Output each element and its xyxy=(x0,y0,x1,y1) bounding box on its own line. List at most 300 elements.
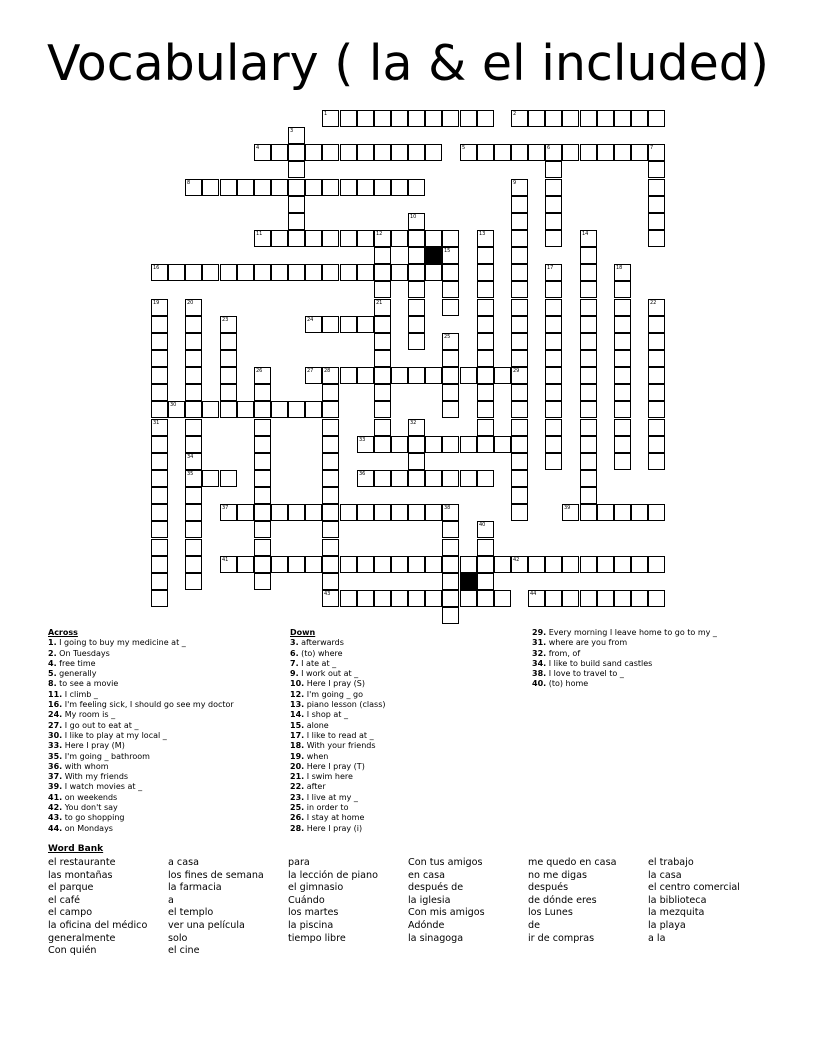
crossword-cell[interactable] xyxy=(648,299,665,316)
crossword-cell[interactable] xyxy=(202,470,219,487)
crossword-cell[interactable] xyxy=(580,470,597,487)
crossword-cell[interactable] xyxy=(374,299,391,316)
crossword-cell[interactable] xyxy=(220,556,237,573)
crossword-cell[interactable] xyxy=(442,573,459,590)
crossword-cell[interactable] xyxy=(271,179,288,196)
crossword-cell[interactable] xyxy=(477,470,494,487)
crossword-cell[interactable] xyxy=(322,264,339,281)
crossword-cell[interactable] xyxy=(305,179,322,196)
crossword-cell[interactable] xyxy=(408,470,425,487)
crossword-cell[interactable] xyxy=(340,590,357,607)
crossword-cell[interactable] xyxy=(374,281,391,298)
crossword-cell[interactable] xyxy=(254,179,271,196)
crossword-cell[interactable] xyxy=(545,453,562,470)
crossword-cell[interactable] xyxy=(408,299,425,316)
crossword-cell[interactable] xyxy=(511,453,528,470)
crossword-cell[interactable] xyxy=(580,350,597,367)
crossword-cell[interactable] xyxy=(648,161,665,178)
crossword-cell[interactable] xyxy=(357,504,374,521)
crossword-cell[interactable] xyxy=(511,470,528,487)
crossword-cell[interactable] xyxy=(545,110,562,127)
crossword-cell[interactable] xyxy=(185,487,202,504)
crossword-cell[interactable] xyxy=(580,556,597,573)
crossword-cell[interactable] xyxy=(511,247,528,264)
crossword-cell[interactable] xyxy=(288,127,305,144)
crossword-cell[interactable] xyxy=(545,384,562,401)
crossword-cell[interactable] xyxy=(220,470,237,487)
crossword-cell[interactable] xyxy=(357,590,374,607)
crossword-cell[interactable] xyxy=(151,504,168,521)
crossword-cell[interactable] xyxy=(151,453,168,470)
crossword-cell[interactable] xyxy=(340,316,357,333)
crossword-cell[interactable] xyxy=(220,350,237,367)
crossword-cell[interactable] xyxy=(597,590,614,607)
crossword-cell[interactable] xyxy=(477,419,494,436)
crossword-cell[interactable] xyxy=(545,179,562,196)
crossword-cell[interactable] xyxy=(614,144,631,161)
crossword-cell[interactable] xyxy=(185,521,202,538)
crossword-cell[interactable] xyxy=(648,213,665,230)
crossword-cell[interactable] xyxy=(288,213,305,230)
crossword-cell[interactable] xyxy=(460,470,477,487)
crossword-cell[interactable] xyxy=(442,299,459,316)
crossword-cell[interactable] xyxy=(220,384,237,401)
crossword-cell[interactable] xyxy=(580,419,597,436)
crossword-cell[interactable] xyxy=(511,316,528,333)
crossword-cell[interactable] xyxy=(305,144,322,161)
crossword-cell[interactable] xyxy=(408,367,425,384)
crossword-cell[interactable] xyxy=(357,316,374,333)
crossword-cell[interactable] xyxy=(442,230,459,247)
crossword-cell[interactable] xyxy=(477,539,494,556)
crossword-cell[interactable] xyxy=(288,144,305,161)
crossword-cell[interactable] xyxy=(460,367,477,384)
crossword-cell[interactable] xyxy=(357,179,374,196)
crossword-cell[interactable] xyxy=(408,213,425,230)
crossword-cell[interactable] xyxy=(511,213,528,230)
crossword-cell[interactable] xyxy=(442,590,459,607)
crossword-cell[interactable] xyxy=(322,384,339,401)
crossword-cell[interactable] xyxy=(271,504,288,521)
crossword-cell[interactable] xyxy=(648,196,665,213)
crossword-cell[interactable] xyxy=(254,521,271,538)
crossword-cell[interactable] xyxy=(254,384,271,401)
crossword-cell[interactable] xyxy=(648,504,665,521)
crossword-cell[interactable] xyxy=(168,264,185,281)
crossword-cell[interactable] xyxy=(580,230,597,247)
crossword-cell[interactable] xyxy=(151,316,168,333)
crossword-cell[interactable] xyxy=(254,539,271,556)
crossword-cell[interactable] xyxy=(305,316,322,333)
crossword-cell[interactable] xyxy=(408,110,425,127)
crossword-cell[interactable] xyxy=(494,556,511,573)
crossword-cell[interactable] xyxy=(322,436,339,453)
crossword-cell[interactable] xyxy=(511,196,528,213)
crossword-cell[interactable] xyxy=(597,144,614,161)
crossword-cell[interactable] xyxy=(442,539,459,556)
crossword-cell[interactable] xyxy=(580,487,597,504)
crossword-cell[interactable] xyxy=(597,110,614,127)
crossword-cell[interactable] xyxy=(151,419,168,436)
crossword-cell[interactable] xyxy=(322,556,339,573)
crossword-cell[interactable] xyxy=(322,110,339,127)
crossword-cell[interactable] xyxy=(511,367,528,384)
crossword-cell[interactable] xyxy=(254,264,271,281)
crossword-cell[interactable] xyxy=(340,230,357,247)
crossword-cell[interactable] xyxy=(545,367,562,384)
crossword-cell[interactable] xyxy=(391,144,408,161)
crossword-cell[interactable] xyxy=(220,316,237,333)
crossword-cell[interactable] xyxy=(648,144,665,161)
crossword-cell[interactable] xyxy=(545,590,562,607)
crossword-cell[interactable] xyxy=(511,299,528,316)
crossword-cell[interactable] xyxy=(545,213,562,230)
crossword-cell[interactable] xyxy=(545,333,562,350)
crossword-cell[interactable] xyxy=(442,350,459,367)
crossword-cell[interactable] xyxy=(614,110,631,127)
crossword-cell[interactable] xyxy=(597,556,614,573)
crossword-cell[interactable] xyxy=(202,401,219,418)
crossword-cell[interactable] xyxy=(648,316,665,333)
crossword-cell[interactable] xyxy=(648,110,665,127)
crossword-cell[interactable] xyxy=(254,504,271,521)
crossword-cell[interactable] xyxy=(374,247,391,264)
crossword-cell[interactable] xyxy=(562,144,579,161)
crossword-cell[interactable] xyxy=(511,556,528,573)
crossword-cell[interactable] xyxy=(477,521,494,538)
crossword-cell[interactable] xyxy=(442,367,459,384)
crossword-cell[interactable] xyxy=(237,264,254,281)
crossword-cell[interactable] xyxy=(151,367,168,384)
crossword-cell[interactable] xyxy=(648,453,665,470)
crossword-cell[interactable] xyxy=(442,504,459,521)
crossword-cell[interactable] xyxy=(408,436,425,453)
crossword-cell[interactable] xyxy=(511,487,528,504)
crossword-cell[interactable] xyxy=(288,161,305,178)
crossword-cell[interactable] xyxy=(511,230,528,247)
crossword-cell[interactable] xyxy=(511,350,528,367)
crossword-cell[interactable] xyxy=(442,247,459,264)
crossword-cell[interactable] xyxy=(357,144,374,161)
crossword-cell[interactable] xyxy=(288,556,305,573)
crossword-cell[interactable] xyxy=(185,504,202,521)
crossword-cell[interactable] xyxy=(254,436,271,453)
crossword-cell[interactable] xyxy=(340,179,357,196)
crossword-cell[interactable] xyxy=(340,264,357,281)
crossword-cell[interactable] xyxy=(494,144,511,161)
crossword-cell[interactable] xyxy=(288,179,305,196)
crossword-cell[interactable] xyxy=(648,333,665,350)
crossword-cell[interactable] xyxy=(614,453,631,470)
crossword-cell[interactable] xyxy=(580,333,597,350)
crossword-cell[interactable] xyxy=(185,333,202,350)
crossword-cell[interactable] xyxy=(614,316,631,333)
crossword-cell[interactable] xyxy=(477,350,494,367)
crossword-cell[interactable] xyxy=(425,264,442,281)
crossword-cell[interactable] xyxy=(580,401,597,418)
crossword-cell[interactable] xyxy=(528,556,545,573)
crossword-cell[interactable] xyxy=(545,161,562,178)
crossword-cell[interactable] xyxy=(185,436,202,453)
crossword-cell[interactable] xyxy=(511,401,528,418)
crossword-cell[interactable] xyxy=(288,230,305,247)
crossword-cell[interactable] xyxy=(151,556,168,573)
crossword-cell[interactable] xyxy=(254,230,271,247)
crossword-cell[interactable] xyxy=(425,144,442,161)
crossword-cell[interactable] xyxy=(580,264,597,281)
crossword-cell[interactable] xyxy=(545,436,562,453)
crossword-cell[interactable] xyxy=(408,281,425,298)
crossword-cell[interactable] xyxy=(511,110,528,127)
crossword-cell[interactable] xyxy=(391,367,408,384)
crossword-cell[interactable] xyxy=(202,179,219,196)
crossword-cell[interactable] xyxy=(477,281,494,298)
crossword-cell[interactable] xyxy=(442,333,459,350)
crossword-cell[interactable] xyxy=(477,230,494,247)
crossword-cell[interactable] xyxy=(357,367,374,384)
crossword-cell[interactable] xyxy=(425,367,442,384)
crossword-cell[interactable] xyxy=(374,264,391,281)
crossword-cell[interactable] xyxy=(580,504,597,521)
crossword-cell[interactable] xyxy=(614,264,631,281)
crossword-cell[interactable] xyxy=(614,281,631,298)
crossword-cell[interactable] xyxy=(580,299,597,316)
crossword-cell[interactable] xyxy=(185,556,202,573)
crossword-cell[interactable] xyxy=(374,419,391,436)
crossword-cell[interactable] xyxy=(648,350,665,367)
crossword-cell[interactable] xyxy=(477,264,494,281)
crossword-cell[interactable] xyxy=(477,333,494,350)
crossword-cell[interactable] xyxy=(580,590,597,607)
crossword-cell[interactable] xyxy=(442,521,459,538)
crossword-cell[interactable] xyxy=(271,401,288,418)
crossword-cell[interactable] xyxy=(322,401,339,418)
crossword-cell[interactable] xyxy=(391,470,408,487)
crossword-cell[interactable] xyxy=(631,556,648,573)
crossword-cell[interactable] xyxy=(477,384,494,401)
crossword-cell[interactable] xyxy=(254,419,271,436)
crossword-cell[interactable] xyxy=(562,556,579,573)
crossword-cell[interactable] xyxy=(408,144,425,161)
crossword-cell[interactable] xyxy=(374,384,391,401)
crossword-cell[interactable] xyxy=(460,144,477,161)
crossword-cell[interactable] xyxy=(460,556,477,573)
crossword-cell[interactable] xyxy=(374,470,391,487)
crossword-cell[interactable] xyxy=(254,556,271,573)
crossword-cell[interactable] xyxy=(305,556,322,573)
crossword-cell[interactable] xyxy=(511,436,528,453)
crossword-cell[interactable] xyxy=(288,264,305,281)
crossword-cell[interactable] xyxy=(648,590,665,607)
crossword-cell[interactable] xyxy=(442,401,459,418)
crossword-cell[interactable] xyxy=(545,196,562,213)
crossword-cell[interactable] xyxy=(185,367,202,384)
crossword-cell[interactable] xyxy=(340,110,357,127)
crossword-cell[interactable] xyxy=(340,144,357,161)
crossword-cell[interactable] xyxy=(374,367,391,384)
crossword-cell[interactable] xyxy=(151,299,168,316)
crossword-cell[interactable] xyxy=(442,264,459,281)
crossword-cell[interactable] xyxy=(151,333,168,350)
crossword-cell[interactable] xyxy=(151,264,168,281)
crossword-cell[interactable] xyxy=(562,110,579,127)
crossword-cell[interactable] xyxy=(545,556,562,573)
crossword-cell[interactable] xyxy=(391,556,408,573)
crossword-cell[interactable] xyxy=(614,419,631,436)
crossword-cell[interactable] xyxy=(288,401,305,418)
crossword-cell[interactable] xyxy=(545,419,562,436)
crossword-cell[interactable] xyxy=(580,453,597,470)
crossword-cell[interactable] xyxy=(254,487,271,504)
crossword-cell[interactable] xyxy=(185,573,202,590)
crossword-cell[interactable] xyxy=(408,316,425,333)
crossword-cell[interactable] xyxy=(357,230,374,247)
crossword-cell[interactable] xyxy=(220,367,237,384)
crossword-cell[interactable] xyxy=(288,504,305,521)
crossword-cell[interactable] xyxy=(580,281,597,298)
crossword-cell[interactable] xyxy=(322,453,339,470)
crossword-cell[interactable] xyxy=(528,110,545,127)
crossword-cell[interactable] xyxy=(374,436,391,453)
crossword-cell[interactable] xyxy=(631,590,648,607)
crossword-cell[interactable] xyxy=(580,110,597,127)
crossword-cell[interactable] xyxy=(374,504,391,521)
crossword-cell[interactable] xyxy=(614,367,631,384)
crossword-cell[interactable] xyxy=(322,487,339,504)
crossword-cell[interactable] xyxy=(237,556,254,573)
crossword-cell[interactable] xyxy=(408,247,425,264)
crossword-cell[interactable] xyxy=(151,573,168,590)
crossword-cell[interactable] xyxy=(305,504,322,521)
crossword-cell[interactable] xyxy=(151,590,168,607)
crossword-cell[interactable] xyxy=(648,384,665,401)
crossword-cell[interactable] xyxy=(648,230,665,247)
crossword-cell[interactable] xyxy=(408,556,425,573)
crossword-cell[interactable] xyxy=(391,110,408,127)
crossword-cell[interactable] xyxy=(614,436,631,453)
crossword-cell[interactable] xyxy=(528,590,545,607)
crossword-cell[interactable] xyxy=(151,350,168,367)
crossword-cell[interactable] xyxy=(511,179,528,196)
crossword-cell[interactable] xyxy=(408,590,425,607)
crossword-cell[interactable] xyxy=(408,264,425,281)
crossword-cell[interactable] xyxy=(322,521,339,538)
crossword-cell[interactable] xyxy=(357,264,374,281)
crossword-cell[interactable] xyxy=(357,470,374,487)
crossword-cell[interactable] xyxy=(288,196,305,213)
crossword-cell[interactable] xyxy=(185,419,202,436)
crossword-cell[interactable] xyxy=(648,419,665,436)
crossword-cell[interactable] xyxy=(545,281,562,298)
crossword-cell[interactable] xyxy=(305,264,322,281)
crossword-cell[interactable] xyxy=(442,281,459,298)
crossword-cell[interactable] xyxy=(614,590,631,607)
crossword-cell[interactable] xyxy=(374,110,391,127)
crossword-cell[interactable] xyxy=(254,367,271,384)
crossword-cell[interactable] xyxy=(545,144,562,161)
crossword-cell[interactable] xyxy=(494,590,511,607)
crossword-cell[interactable] xyxy=(220,179,237,196)
crossword-cell[interactable] xyxy=(425,436,442,453)
crossword-cell[interactable] xyxy=(562,590,579,607)
crossword-cell[interactable] xyxy=(374,333,391,350)
crossword-cell[interactable] xyxy=(305,401,322,418)
crossword-cell[interactable] xyxy=(408,453,425,470)
crossword-cell[interactable] xyxy=(597,504,614,521)
crossword-cell[interactable] xyxy=(631,110,648,127)
crossword-cell[interactable] xyxy=(168,401,185,418)
crossword-cell[interactable] xyxy=(442,607,459,624)
crossword-cell[interactable] xyxy=(425,110,442,127)
crossword-cell[interactable] xyxy=(237,401,254,418)
crossword-cell[interactable] xyxy=(545,350,562,367)
crossword-cell[interactable] xyxy=(374,590,391,607)
crossword-cell[interactable] xyxy=(185,264,202,281)
crossword-cell[interactable] xyxy=(442,436,459,453)
crossword-cell[interactable] xyxy=(322,470,339,487)
crossword-cell[interactable] xyxy=(614,299,631,316)
crossword-cell[interactable] xyxy=(271,230,288,247)
crossword-cell[interactable] xyxy=(580,384,597,401)
crossword-cell[interactable] xyxy=(391,436,408,453)
crossword-cell[interactable] xyxy=(374,230,391,247)
crossword-cell[interactable] xyxy=(322,504,339,521)
crossword-cell[interactable] xyxy=(477,110,494,127)
crossword-cell[interactable] xyxy=(545,230,562,247)
crossword-cell[interactable] xyxy=(442,384,459,401)
crossword-cell[interactable] xyxy=(151,436,168,453)
crossword-cell[interactable] xyxy=(511,504,528,521)
crossword-cell[interactable] xyxy=(477,367,494,384)
crossword-cell[interactable] xyxy=(151,539,168,556)
crossword-cell[interactable] xyxy=(185,401,202,418)
crossword-cell[interactable] xyxy=(185,384,202,401)
crossword-cell[interactable] xyxy=(391,264,408,281)
crossword-cell[interactable] xyxy=(220,504,237,521)
crossword-cell[interactable] xyxy=(305,367,322,384)
crossword-cell[interactable] xyxy=(391,230,408,247)
crossword-cell[interactable] xyxy=(151,521,168,538)
crossword-cell[interactable] xyxy=(202,264,219,281)
crossword-cell[interactable] xyxy=(151,470,168,487)
crossword-cell[interactable] xyxy=(442,110,459,127)
crossword-cell[interactable] xyxy=(494,367,511,384)
crossword-cell[interactable] xyxy=(151,487,168,504)
crossword-cell[interactable] xyxy=(391,179,408,196)
crossword-cell[interactable] xyxy=(357,110,374,127)
crossword-cell[interactable] xyxy=(477,436,494,453)
crossword-cell[interactable] xyxy=(220,401,237,418)
crossword-cell[interactable] xyxy=(340,367,357,384)
crossword-cell[interactable] xyxy=(374,350,391,367)
crossword-cell[interactable] xyxy=(425,504,442,521)
crossword-cell[interactable] xyxy=(254,401,271,418)
crossword-cell[interactable] xyxy=(614,350,631,367)
crossword-cell[interactable] xyxy=(322,316,339,333)
crossword-cell[interactable] xyxy=(511,144,528,161)
crossword-cell[interactable] xyxy=(237,504,254,521)
crossword-cell[interactable] xyxy=(460,110,477,127)
crossword-cell[interactable] xyxy=(322,590,339,607)
crossword-cell[interactable] xyxy=(511,384,528,401)
crossword-cell[interactable] xyxy=(511,264,528,281)
crossword-cell[interactable] xyxy=(220,264,237,281)
crossword-cell[interactable] xyxy=(477,556,494,573)
crossword-cell[interactable] xyxy=(357,556,374,573)
crossword-cell[interactable] xyxy=(322,179,339,196)
crossword-cell[interactable] xyxy=(648,367,665,384)
crossword-cell[interactable] xyxy=(545,401,562,418)
